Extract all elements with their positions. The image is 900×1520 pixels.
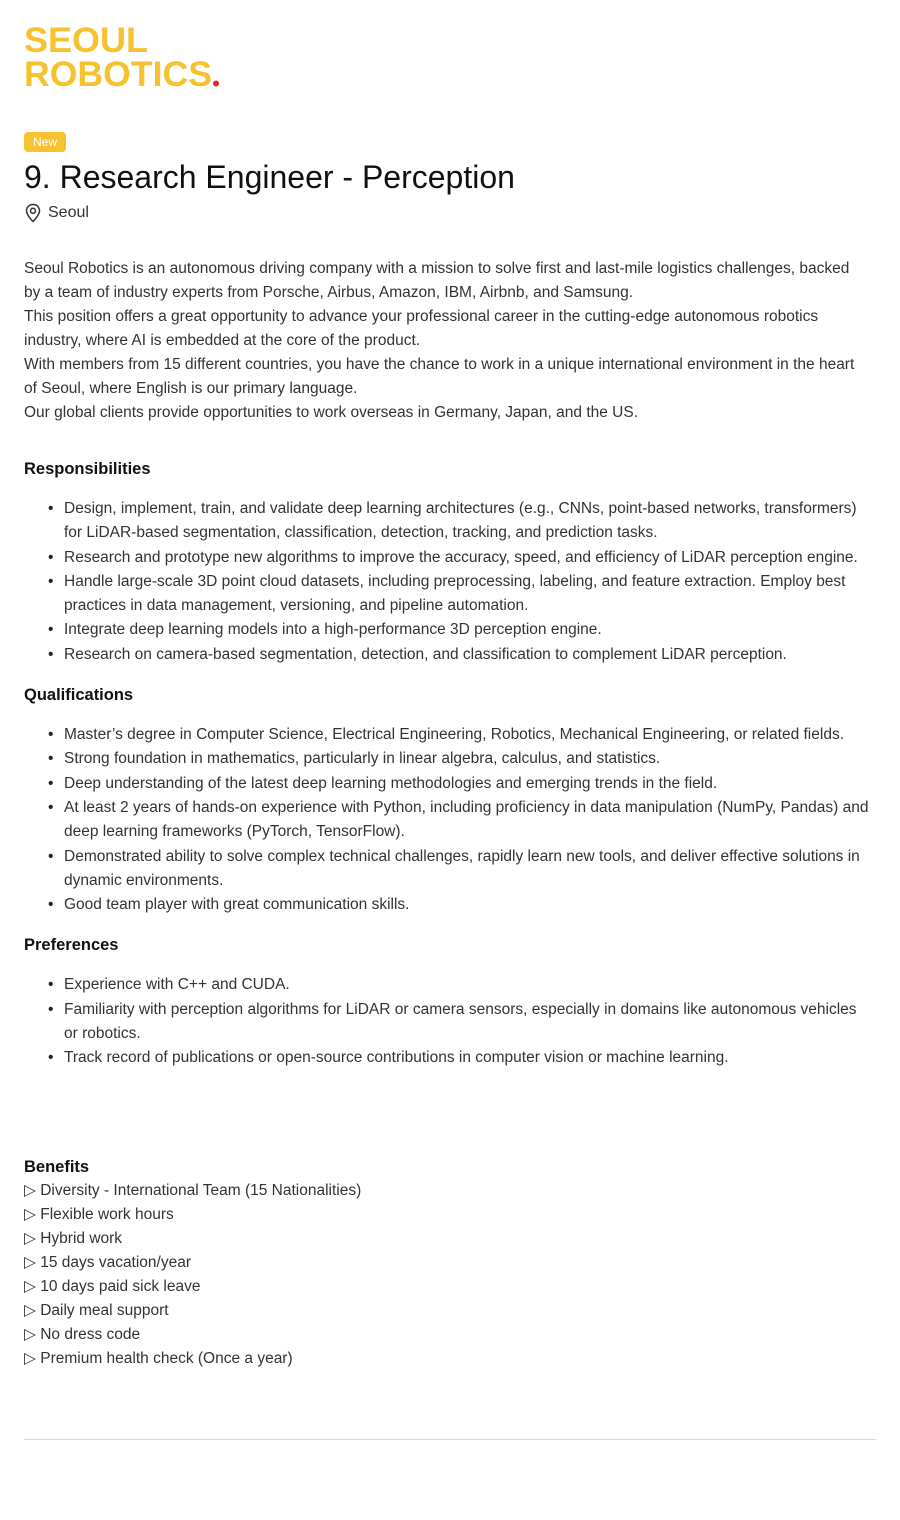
benefit-item: ▷ Flexible work hours	[24, 1205, 174, 1223]
list-item: • Research on camera-based segmentation, detection, and classification to complement LiDAR perception.	[24, 643, 869, 667]
list-item: • Master’s degree in Computer Science, Electrical Engineering, Robotics, Mechanical Engineering, or related fields.	[24, 723, 869, 747]
intro-section	[24, 257, 869, 425]
qualifications-list	[24, 723, 869, 917]
list-item: • Research and prototype new algorithms to improve the accuracy, speed, and efficiency of LiDAR perception engine.	[24, 546, 869, 570]
list-item: • Integrate deep learning models into a high-performance 3D perception engine.	[24, 618, 869, 642]
benefit-item: ▷ 10 days paid sick leave	[24, 1277, 201, 1295]
job-location	[24, 201, 89, 225]
benefit-item: ▷ Daily meal support	[24, 1301, 169, 1319]
new-badge: New	[24, 132, 66, 152]
logo-line-1: SEOUL	[24, 22, 148, 60]
benefit-item: ▷ Premium health check (Once a year)	[24, 1349, 293, 1367]
responsibilities-heading: Responsibilities	[24, 460, 151, 478]
benefit-item: ▷ No dress code	[24, 1325, 141, 1343]
job-title: 9. Research Engineer - Perception	[24, 159, 515, 195]
list-item: • Familiarity with perception algorithms for LiDAR or camera sensors, especially in domains like autonomous vehicles or robotics.	[24, 998, 869, 1047]
location-label: Seoul	[48, 204, 89, 221]
list-item: • Handle large-scale 3D point cloud datasets, including preprocessing, labeling, and feature extraction. Employ best practices in data management, versioning, and pipeline automation.	[24, 570, 869, 619]
preferences-heading: Preferences	[24, 936, 119, 955]
intro-paragraph: Our global clients provide opportunities to work overseas in Germany, Japan, and the US.	[24, 404, 639, 421]
job-description	[24, 257, 869, 1371]
intro-paragraph: This position offers a great opportunity to advance your professional career in the cutting-edge autonomous robotics industry, where AI is embedded at the core of the product.	[24, 308, 819, 349]
list-item: • Demonstrated ability to solve complex technical challenges, rapidly learn new tools, and deliver effective solutions in dynamic environments.	[24, 845, 869, 894]
list-item: • Experience with C++ and CUDA.	[24, 973, 869, 997]
responsibilities-list	[24, 497, 869, 667]
list-item: • Deep understanding of the latest deep learning methodologies and emerging trends in the field.	[24, 772, 869, 796]
benefits-heading: Benefits	[24, 1157, 90, 1176]
qualifications-heading: Qualifications	[24, 686, 134, 705]
logo-graphic	[24, 22, 224, 92]
logo-line-2: ROBOTICS	[24, 55, 212, 92]
company-logo[interactable]	[24, 22, 224, 92]
list-item: • Track record of publications or open-source contributions in computer vision or machine learning.	[24, 1046, 869, 1070]
list-item: • At least 2 years of hands-on experience with Python, including proficiency in data manipulation (NumPy, Pandas) and deep learning frameworks (PyTorch, TensorFlow).	[24, 796, 869, 845]
benefit-item: ▷ 15 days vacation/year	[24, 1253, 192, 1271]
intro-paragraph: With members from 15 different countries, you have the chance to work in a unique international environment in the heart of Seoul, where English is our primary language.	[24, 356, 855, 397]
logo-dot	[213, 81, 219, 87]
location-pin-icon	[24, 203, 42, 223]
preferences-list	[24, 973, 869, 1070]
list-item: • Design, implement, train, and validate deep learning architectures (e.g., CNNs, point-based networks, transformers) for LiDAR-based segmentation, classification, detection, tracking, and prediction tasks.	[24, 497, 869, 546]
list-item: • Strong foundation in mathematics, particularly in linear algebra, calculus, and statistics.	[24, 747, 869, 771]
benefit-item: ▷ Diversity - International Team (15 Nationalities)	[24, 1181, 362, 1199]
benefit-item: ▷ Hybrid work	[24, 1229, 123, 1247]
footer-divider	[24, 1439, 876, 1440]
intro-paragraph: Seoul Robotics is an autonomous driving company with a mission to solve first and last-mile logistics challenges, backed by a team of industry experts from Porsche, Airbus, Amazon, IBM, Airbnb, and Samsung.	[24, 260, 850, 301]
benefits-list	[24, 1179, 869, 1371]
list-item: • Good team player with great communication skills.	[24, 893, 869, 917]
